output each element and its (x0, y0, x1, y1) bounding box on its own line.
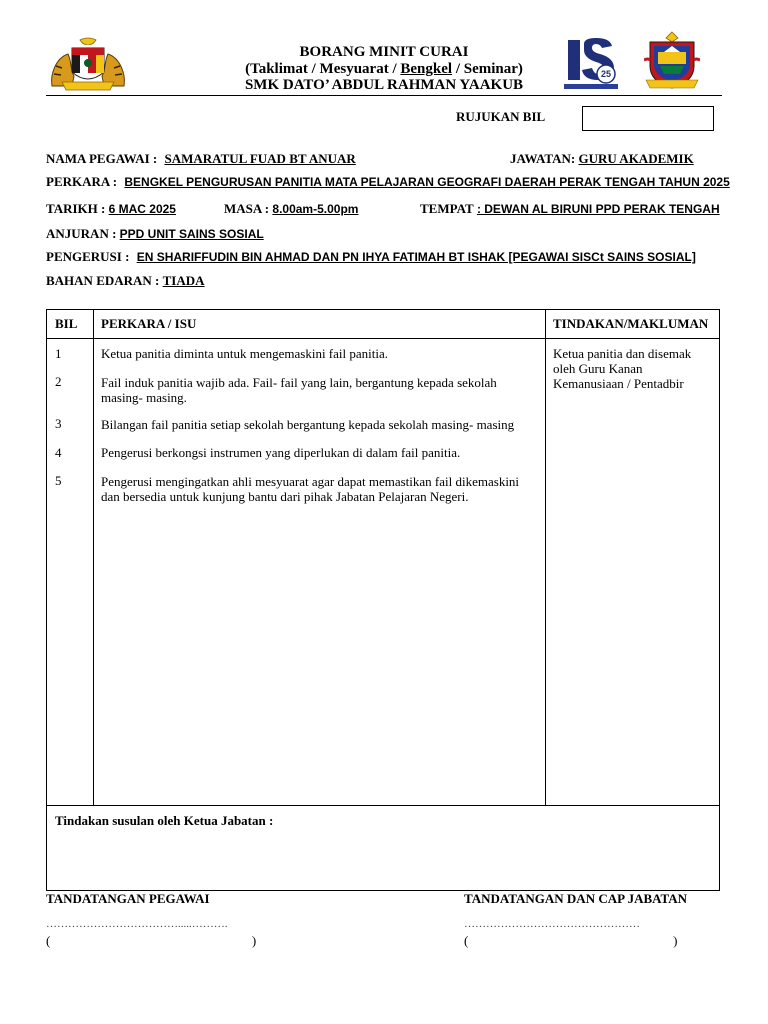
tindakan-susulan-label: Tindakan susulan oleh Ketua Jabatan : (55, 813, 274, 828)
nama-pegawai-label: NAMA PEGAWAI : (46, 151, 158, 166)
masa-line (224, 201, 358, 217)
ppd-logo-number: 25 (600, 69, 612, 79)
row-3-bil: 3 (55, 416, 62, 431)
form-subtitle-selected: Bengkel (400, 61, 453, 77)
perkara-line (46, 174, 730, 190)
reference-number-field[interactable] (582, 106, 714, 131)
column-divider-bil (93, 310, 94, 805)
form-subtitle-close: / Seminar) (452, 61, 523, 77)
nama-pegawai-line (46, 151, 356, 167)
jawatan-line (510, 151, 694, 167)
pengerusi-line (46, 249, 696, 265)
malaysia-coat-of-arms-icon (48, 36, 128, 94)
tandatangan-pegawai-line: ……………………………….....………. (46, 918, 228, 930)
anjuran-value: PPD UNIT SAINS SOSIAL (119, 227, 264, 241)
column-header-bil: BIL (55, 316, 78, 331)
header-divider (46, 95, 722, 96)
jawatan-value: GURU AKADEMIK (578, 151, 694, 166)
jawatan-label: JAWATAN: (510, 151, 576, 166)
tempat-value: : DEWAN AL BIRUNI PPD PERAK TENGAH (476, 202, 720, 216)
row-5-bil: 5 (55, 473, 62, 488)
tandatangan-pegawai-label: TANDATANGAN PEGAWAI (46, 891, 210, 906)
perkara-value: BENGKEL PENGURUSAN PANITIA MATA PELAJARAN GEOGRAFI DAERAH PERAK TENGAH TAHUN 2025 (124, 175, 730, 189)
tempat-label: TEMPAT (420, 201, 474, 216)
tempat-line (420, 201, 720, 217)
tandatangan-pegawai-name-field: ( ) (46, 933, 257, 948)
perkara-label: PERKARA : (46, 174, 118, 189)
tandatangan-cap-jabatan-name-field: ( ) (464, 933, 678, 948)
column-header-tindakan: TINDAKAN/MAKLUMAN (553, 316, 709, 331)
anjuran-label: ANJURAN : (46, 226, 117, 241)
row-2-bil: 2 (55, 374, 62, 389)
tarikh-line (46, 201, 176, 217)
column-header-perkara: PERKARA / ISU (101, 316, 197, 331)
form-subtitle-open: (Taklimat / Mesyuarat / (245, 61, 401, 77)
tandatangan-cap-jabatan-label: TANDATANGAN DAN CAP JABATAN (464, 891, 688, 906)
school-crest-icon (644, 30, 700, 92)
row-5-perkara: Pengerusi mengingatkan ahli mesyuarat agar dapat memastikan fail dikemaskini dan bersedia untuk kunjung bantu dari pihak Jabatan Pelajaran Negeri. (101, 474, 520, 504)
nama-pegawai-value: SAMARATUL FUAD BT ANUAR (164, 151, 356, 166)
form-subtitle (200, 61, 568, 78)
form-title: BORANG MINIT CURAI (299, 44, 469, 60)
pengerusi-label: PENGERUSI : (46, 249, 130, 264)
tindakan-makluman-text: Ketua panitia dan disemak oleh Guru Kanan Kemanusiaan / Pentadbir (553, 346, 692, 391)
masa-value: 8.00am-5.00pm (272, 202, 359, 216)
tarikh-label: TARIKH : (46, 201, 106, 216)
row-4-perkara: Pengerusi berkongsi instrumen yang diperlukan di dalam fail panitia. (101, 445, 461, 460)
susulan-divider (47, 805, 719, 806)
tandatangan-cap-jabatan-line: ………………………………………… (464, 918, 640, 930)
bahan-edaran-label: BAHAN EDARAN : (46, 273, 160, 288)
minutes-table (46, 309, 720, 891)
row-1-perkara: Ketua panitia diminta untuk mengemaskini fail panitia. (101, 346, 389, 361)
bahan-edaran-value: TIADA (162, 273, 205, 288)
row-3-perkara: Bilangan fail panitia setiap sekolah bergantung kepada sekolah masing- masing (101, 417, 515, 432)
row-1-bil: 1 (55, 346, 62, 361)
anjuran-line (46, 226, 264, 242)
ppd-perak-tengah-25-logo-icon (562, 34, 620, 92)
column-divider-tindakan (545, 310, 546, 805)
reference-label: RUJUKAN BIL (456, 109, 546, 124)
row-4-bil: 4 (55, 445, 62, 460)
school-name: SMK DATO’ ABDUL RAHMAN YAAKUB (244, 77, 524, 93)
row-2-perkara: Fail induk panitia wajib ada. Fail- fail yang lain, bergantung kepada sekolah masing- masing. (101, 375, 497, 405)
masa-label: MASA : (224, 201, 270, 216)
header-row-divider (47, 338, 719, 339)
pengerusi-value: EN SHARIFFUDIN BIN AHMAD DAN PN IHYA FATIMAH BT ISHAK [PEGAWAI SISCt SAINS SOSIAL] (136, 250, 696, 264)
bahan-edaran-line (46, 273, 205, 289)
tarikh-value: 6 MAC 2025 (108, 202, 176, 216)
